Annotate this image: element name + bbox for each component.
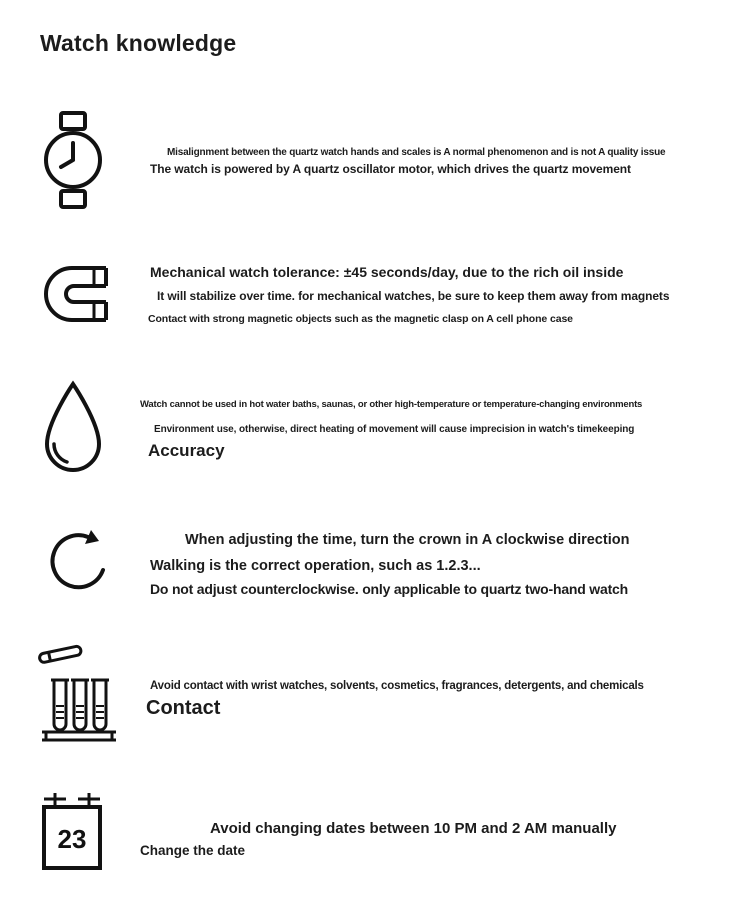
info-line: It will stabilize over time. for mechanical watches, be sure to keep them away from magnets xyxy=(157,289,670,303)
calendar-day: 23 xyxy=(57,824,87,854)
clockwise-rotation-icon xyxy=(42,524,112,594)
section-quartz-movement xyxy=(0,110,750,240)
info-line: Mechanical watch tolerance: ±45 seconds/day, due to the rich oil inside xyxy=(150,264,624,280)
water-drop-icon xyxy=(40,380,106,478)
info-line: Environment use, otherwise, direct heating of movement will cause imprecision in watch's timekeeping xyxy=(154,424,635,435)
info-line: Watch cannot be used in hot water baths, saunas, or other high-temperature or temperature-changing environments xyxy=(140,399,643,410)
info-line: Avoid changing dates between 10 PM and 2 AM manually xyxy=(210,820,617,837)
section-heading: Contact xyxy=(146,697,221,719)
wristwatch-icon xyxy=(42,110,104,210)
section-date-change xyxy=(0,790,750,890)
page-title: Watch knowledge xyxy=(40,30,237,56)
info-line: Avoid contact with wrist watches, solvents, cosmetics, fragrances, detergents, and chemicals xyxy=(150,680,644,692)
info-line: Walking is the correct operation, such as 1.2.3... xyxy=(150,558,481,574)
info-line: Change the date xyxy=(140,843,246,858)
info-line: Do not adjust counterclockwise. only applicable to quartz two-hand watch xyxy=(150,581,628,597)
info-line: Misalignment between the quartz watch hands and scales is A normal phenomenon and is not A quality issue xyxy=(167,147,666,158)
test-tubes-icon xyxy=(36,644,122,746)
magnet-icon xyxy=(42,262,108,326)
calendar-icon xyxy=(40,792,104,872)
section-time-adjustment xyxy=(0,522,750,612)
section-chemical-contact xyxy=(0,644,750,754)
info-line: When adjusting the time, turn the crown in A clockwise direction xyxy=(185,532,630,548)
info-line: The watch is powered by A quartz oscillator motor, which drives the quartz movement xyxy=(150,162,631,176)
section-heading: Accuracy xyxy=(148,441,225,460)
info-line: Contact with strong magnetic objects such as the magnetic clasp on A cell phone case xyxy=(148,313,573,325)
section-magnetism xyxy=(0,260,750,350)
section-accuracy xyxy=(0,380,750,490)
